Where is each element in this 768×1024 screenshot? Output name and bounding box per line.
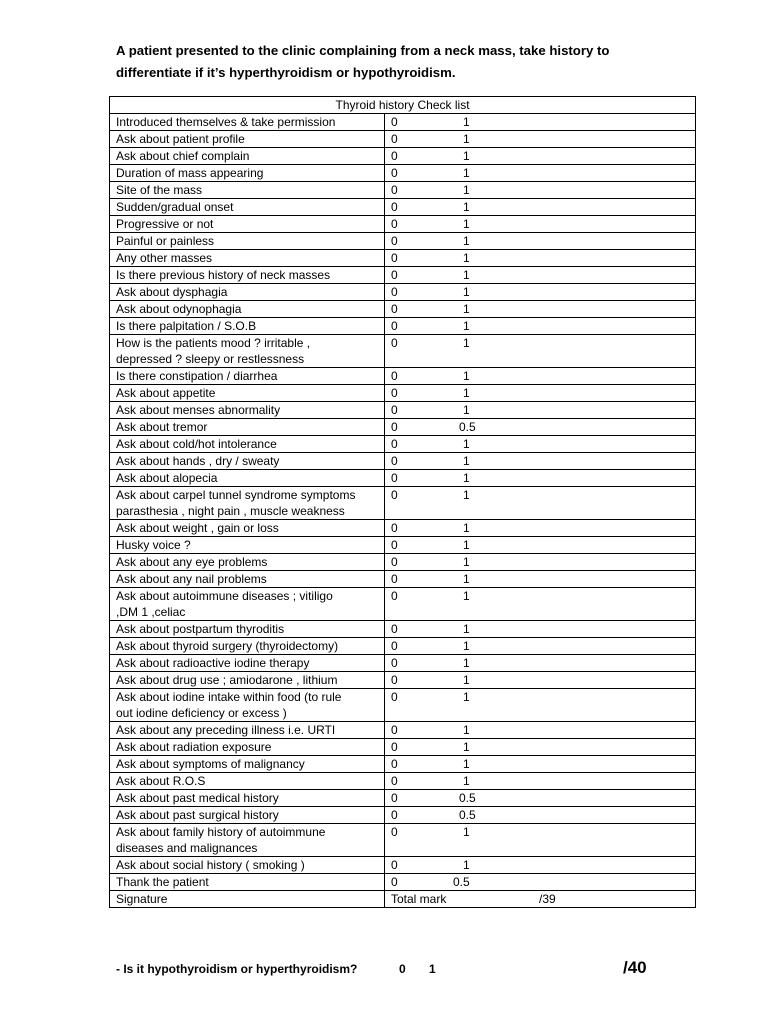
signature-row (110, 891, 696, 908)
checklist-score (385, 131, 696, 148)
checklist-item (110, 756, 385, 773)
score-max: 1 (463, 319, 470, 333)
score-zero: 0 (391, 369, 398, 383)
checklist-item (110, 250, 385, 267)
checklist-row (110, 199, 696, 216)
checklist-score (385, 756, 696, 773)
checklist-item-text: Ask about any eye problems (116, 555, 268, 569)
checklist-item-text: Ask about any nail problems (116, 572, 267, 586)
checklist-item (110, 368, 385, 385)
checklist-item (110, 790, 385, 807)
score-max: 1 (463, 825, 470, 839)
checklist-item-text: Ask about past surgical history (116, 808, 279, 822)
score-zero: 0 (391, 251, 398, 265)
score-zero: 0 (391, 336, 398, 350)
checklist-item (110, 318, 385, 335)
checklist-row (110, 182, 696, 199)
score-zero: 0 (391, 268, 398, 282)
checklist-item (110, 571, 385, 588)
score-max: 1 (463, 555, 470, 569)
checklist-item-text: Sudden/gradual onset (116, 200, 234, 214)
checklist-item (110, 537, 385, 554)
checklist-row (110, 301, 696, 318)
checklist-item-text-cont: ,DM 1 ,celiac (116, 605, 186, 619)
score-max: 1 (463, 690, 470, 704)
checklist-score (385, 165, 696, 182)
checklist-score (385, 807, 696, 824)
score-max: 1 (463, 115, 470, 129)
score-zero: 0 (391, 115, 398, 129)
checklist-score (385, 554, 696, 571)
score-max: 1 (463, 403, 470, 417)
checklist-item (110, 148, 385, 165)
score-zero: 0 (391, 723, 398, 737)
score-zero: 0 (391, 622, 398, 636)
diagnosis-question (116, 960, 676, 980)
checklist-score (385, 470, 696, 487)
checklist-item (110, 554, 385, 571)
checklist-item (110, 824, 385, 857)
score-zero: 0 (391, 774, 398, 788)
checklist-row (110, 131, 696, 148)
checklist-item-text: Ask about postpartum thyroditis (116, 622, 285, 636)
diagnosis-score-zero: 0 (399, 962, 406, 976)
checklist-item-text: Thank the patient (116, 875, 209, 889)
checklist-row (110, 874, 696, 891)
score-max: 1 (463, 336, 470, 350)
checklist-score (385, 790, 696, 807)
score-max: 1 (463, 572, 470, 586)
checklist-row (110, 824, 696, 857)
score-zero: 0 (391, 589, 398, 603)
checklist-item (110, 672, 385, 689)
checklist-row (110, 368, 696, 385)
score-max: 1 (463, 251, 470, 265)
checklist-row (110, 250, 696, 267)
checklist-item-text: Husky voice ? (116, 538, 191, 552)
checklist-item-text: Ask about radioactive iodine therapy (116, 656, 310, 670)
checklist-item-text: How is the patients mood ? irritable , (116, 336, 311, 350)
checklist-row (110, 453, 696, 470)
checklist-item (110, 233, 385, 250)
checklist-row (110, 470, 696, 487)
checklist-item-text: Introduced themselves & take permission (116, 115, 336, 129)
score-zero: 0 (391, 521, 398, 535)
checklist-item (110, 335, 385, 368)
checklist-item (110, 857, 385, 874)
score-max: 1 (463, 723, 470, 737)
checklist-item-text: Ask about tremor (116, 420, 208, 434)
checklist-item (110, 520, 385, 537)
score-max: 1 (463, 268, 470, 282)
checklist-score (385, 436, 696, 453)
total-mark-label: Total mark (391, 892, 447, 906)
checklist-score (385, 284, 696, 301)
score-max: 1 (463, 471, 470, 485)
score-max: 1 (463, 454, 470, 468)
checklist-rows (110, 114, 696, 891)
score-zero: 0 (391, 217, 398, 231)
checklist-item-text: Any other masses (116, 251, 213, 265)
checklist-score (385, 655, 696, 672)
checklist-item-text-cont: out iodine deficiency or excess ) (116, 706, 287, 720)
checklist-item-text: Ask about odynophagia (116, 302, 242, 316)
checklist-row (110, 672, 696, 689)
score-zero: 0 (391, 132, 398, 146)
score-max: 1 (463, 538, 470, 552)
checklist-item (110, 655, 385, 672)
checklist-item (110, 385, 385, 402)
checklist-score (385, 537, 696, 554)
checklist-item-text: Ask about drug use ; amiodarone , lithium (116, 673, 338, 687)
score-zero: 0 (391, 690, 398, 704)
score-max: 1 (463, 386, 470, 400)
checklist-row (110, 419, 696, 436)
checklist-score (385, 824, 696, 857)
score-max: 1 (463, 369, 470, 383)
checklist-item-text: Is there palpitation / S.O.B (116, 319, 257, 333)
checklist-item-text: Ask about hands , dry / sweaty (116, 454, 280, 468)
checklist-row (110, 790, 696, 807)
checklist-item (110, 419, 385, 436)
checklist-score (385, 739, 696, 756)
checklist-row (110, 554, 696, 571)
score-max: 0.5 (459, 808, 476, 822)
checklist-row (110, 148, 696, 165)
score-max: 1 (463, 740, 470, 754)
total-mark-cell (385, 891, 696, 908)
checklist-score (385, 182, 696, 199)
checklist-row (110, 571, 696, 588)
checklist-item (110, 284, 385, 301)
checklist-item-text: Ask about cold/hot intolerance (116, 437, 277, 451)
checklist-item-text: Ask about symptoms of malignancy (116, 757, 305, 771)
checklist-score (385, 453, 696, 470)
score-zero: 0 (391, 825, 398, 839)
checklist-item (110, 689, 385, 722)
score-max: 1 (463, 656, 470, 670)
score-max: 1 (463, 757, 470, 771)
score-zero: 0 (391, 656, 398, 670)
checklist-score (385, 722, 696, 739)
checklist-item-text: Is there previous history of neck masses (116, 268, 331, 282)
score-max: 1 (463, 149, 470, 163)
score-zero: 0 (391, 488, 398, 502)
checklist-row (110, 165, 696, 182)
score-max: 1 (463, 217, 470, 231)
checklist-row (110, 537, 696, 554)
checklist-item (110, 114, 385, 131)
checklist-score (385, 267, 696, 284)
checklist-item-text: Site of the mass (116, 183, 203, 197)
score-zero: 0 (391, 234, 398, 248)
score-zero: 0 (391, 757, 398, 771)
checklist-item-text: Ask about autoimmune diseases ; vitiligo (116, 589, 333, 603)
score-max: 1 (463, 858, 470, 872)
checklist-item (110, 453, 385, 470)
task-heading (116, 40, 676, 84)
score-zero: 0 (391, 740, 398, 754)
checklist-score (385, 233, 696, 250)
checklist-row (110, 385, 696, 402)
checklist-item-text: Ask about alopecia (116, 471, 218, 485)
checklist-item-text: Ask about weight , gain or loss (116, 521, 279, 535)
score-zero: 0 (391, 183, 398, 197)
checklist-row (110, 233, 696, 250)
grand-total: /40 (623, 958, 647, 977)
score-max: 1 (463, 774, 470, 788)
checklist-item-text: Progressive or not (116, 217, 214, 231)
checklist-item (110, 487, 385, 520)
checklist-item (110, 874, 385, 891)
checklist-row (110, 621, 696, 638)
score-max: 1 (463, 622, 470, 636)
checklist-title-row (110, 97, 696, 114)
score-zero: 0 (391, 858, 398, 872)
checklist-item (110, 216, 385, 233)
score-zero: 0 (391, 149, 398, 163)
checklist-row (110, 857, 696, 874)
checklist-score (385, 857, 696, 874)
checklist-row (110, 436, 696, 453)
score-zero: 0 (391, 454, 398, 468)
score-zero: 0 (391, 639, 398, 653)
checklist-item (110, 722, 385, 739)
checklist-item-text: Ask about social history ( smoking ) (116, 858, 305, 872)
score-max: 0.5 (459, 420, 476, 434)
checklist-item-text-cont: parasthesia , night pain , muscle weakness (116, 504, 345, 518)
checklist-score (385, 773, 696, 790)
checklist-item-text: Ask about chief complain (116, 149, 250, 163)
checklist-row (110, 520, 696, 537)
checklist-score (385, 368, 696, 385)
checklist-score (385, 874, 696, 891)
checklist-score (385, 520, 696, 537)
checklist-row (110, 689, 696, 722)
checklist-item-text: Ask about past medical history (116, 791, 279, 805)
score-max: 0.5 (459, 791, 476, 805)
checklist-score (385, 571, 696, 588)
score-max: 1 (463, 521, 470, 535)
score-zero: 0 (391, 437, 398, 451)
checklist-score (385, 148, 696, 165)
checklist-row (110, 655, 696, 672)
checklist-row (110, 284, 696, 301)
checklist-score (385, 638, 696, 655)
score-max: 1 (463, 673, 470, 687)
checklist-item (110, 199, 385, 216)
checklist-row (110, 335, 696, 368)
checklist-item-text: Ask about thyroid surgery (thyroidectomy) (116, 639, 339, 653)
score-zero: 0 (391, 555, 398, 569)
checklist-row (110, 267, 696, 284)
checklist-score (385, 114, 696, 131)
checklist-score (385, 335, 696, 368)
checklist-row (110, 756, 696, 773)
signature-label: Signature (110, 891, 385, 908)
score-zero: 0 (391, 791, 398, 805)
checklist-score (385, 250, 696, 267)
checklist-score (385, 419, 696, 436)
checklist-score (385, 672, 696, 689)
checklist-row (110, 739, 696, 756)
checklist-item-text: Ask about R.O.S (116, 774, 206, 788)
checklist-item (110, 621, 385, 638)
checklist-table (109, 96, 696, 908)
checklist-item (110, 436, 385, 453)
score-zero: 0 (391, 875, 398, 889)
score-max: 1 (463, 132, 470, 146)
checklist-item (110, 739, 385, 756)
checklist-score (385, 216, 696, 233)
score-max: 1 (463, 302, 470, 316)
score-max: 1 (463, 488, 470, 502)
score-zero: 0 (391, 572, 398, 586)
checklist-item (110, 402, 385, 419)
score-zero: 0 (391, 673, 398, 687)
checklist-item-text: Duration of mass appearing (116, 166, 264, 180)
score-max: 0.5 (453, 875, 470, 889)
checklist-item (110, 267, 385, 284)
checklist-row (110, 773, 696, 790)
checklist-item-text: Ask about carpel tunnel syndrome symptoms (116, 488, 356, 502)
checklist-item-text: Ask about radiation exposure (116, 740, 272, 754)
checklist-item-text: Ask about family history of autoimmune (116, 825, 326, 839)
checklist-row (110, 487, 696, 520)
checklist-item-text-cont: depressed ? sleepy or restlessness (116, 352, 305, 366)
checklist-item-text: Ask about iodine intake within food (to rule (116, 690, 342, 704)
score-max: 1 (463, 166, 470, 180)
score-max: 1 (463, 639, 470, 653)
checklist-score (385, 318, 696, 335)
score-max: 1 (463, 285, 470, 299)
total-mark-value: /39 (539, 892, 556, 906)
checklist-item-text-cont: diseases and malignances (116, 841, 258, 855)
checklist-item (110, 807, 385, 824)
checklist-item-text: Ask about dysphagia (116, 285, 228, 299)
score-max: 1 (463, 200, 470, 214)
checklist-item-text: Ask about appetite (116, 386, 216, 400)
diagnosis-question-text: - Is it hypothyroidism or hyperthyroidism? (116, 962, 358, 976)
score-zero: 0 (391, 302, 398, 316)
checklist-score (385, 402, 696, 419)
checklist-row (110, 722, 696, 739)
heading-line-1: A patient presented to the clinic complaining from a neck mass, take history to (116, 43, 610, 58)
checklist-item (110, 165, 385, 182)
checklist-title: Thyroid history Check list (110, 97, 696, 114)
score-zero: 0 (391, 285, 398, 299)
score-zero: 0 (391, 808, 398, 822)
score-max: 1 (463, 183, 470, 197)
score-zero: 0 (391, 319, 398, 333)
checklist-score (385, 487, 696, 520)
checklist-item-text: Ask about any preceding illness i.e. URTI (116, 723, 336, 737)
score-max: 1 (463, 234, 470, 248)
heading-line-2: differentiate if it’s hyperthyroidism or hypothyroidism. (116, 65, 456, 80)
checklist-item-text: Ask about patient profile (116, 132, 245, 146)
score-zero: 0 (391, 471, 398, 485)
score-zero: 0 (391, 386, 398, 400)
score-max: 1 (463, 589, 470, 603)
score-zero: 0 (391, 200, 398, 214)
checklist-score (385, 689, 696, 722)
checklist-row (110, 216, 696, 233)
checklist-row (110, 318, 696, 335)
checklist-row (110, 638, 696, 655)
checklist-score (385, 199, 696, 216)
checklist-item (110, 588, 385, 621)
checklist-score (385, 385, 696, 402)
score-zero: 0 (391, 538, 398, 552)
checklist-item-text: Is there constipation / diarrhea (116, 369, 278, 383)
checklist-item-text: Ask about menses abnormality (116, 403, 281, 417)
checklist-item (110, 182, 385, 199)
checklist-row (110, 807, 696, 824)
checklist-row (110, 114, 696, 131)
score-zero: 0 (391, 420, 398, 434)
diagnosis-score-max: 1 (429, 962, 436, 976)
checklist-item (110, 638, 385, 655)
checklist-item (110, 131, 385, 148)
checklist-item-text: Painful or painless (116, 234, 215, 248)
checklist-row (110, 402, 696, 419)
checklist-score (385, 621, 696, 638)
score-zero: 0 (391, 166, 398, 180)
checklist-score (385, 301, 696, 318)
checklist-item (110, 773, 385, 790)
checklist-score (385, 588, 696, 621)
score-zero: 0 (391, 403, 398, 417)
checklist-item (110, 470, 385, 487)
checklist-item (110, 301, 385, 318)
score-max: 1 (463, 437, 470, 451)
checklist-row (110, 588, 696, 621)
